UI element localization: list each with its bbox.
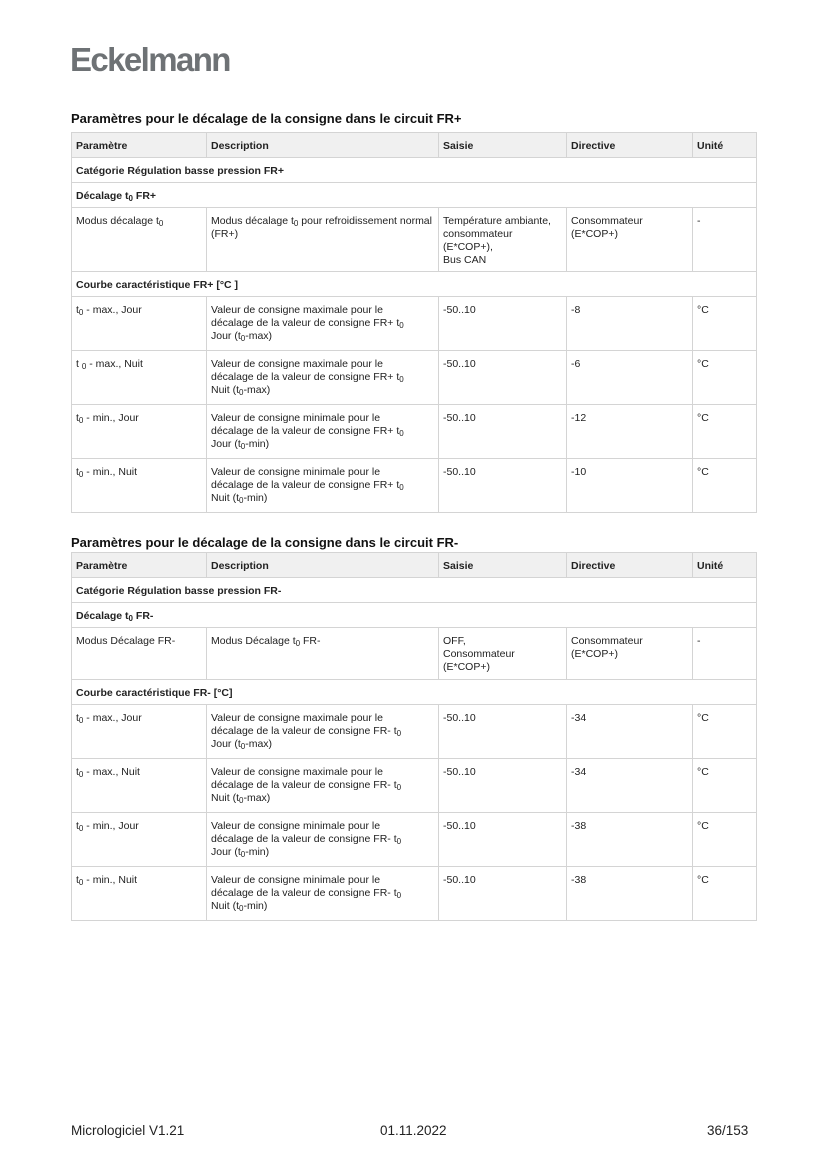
subscript: 0 xyxy=(78,308,84,317)
subscript: 0 xyxy=(399,483,404,492)
cell-directive xyxy=(567,628,693,680)
cell-saisie: -50..10 xyxy=(439,759,567,813)
table-row xyxy=(72,351,757,405)
cell-param xyxy=(72,759,207,813)
text: -max) xyxy=(245,738,273,750)
cell-unit: °C xyxy=(693,705,757,759)
subcategory-row xyxy=(72,603,757,628)
text: pour refroidissement normal (FR+) xyxy=(211,215,432,240)
line xyxy=(211,738,434,751)
text: décalage de la valeur de consigne FR- t xyxy=(211,887,397,899)
text: décalage de la valeur de consigne FR+ t xyxy=(211,317,400,329)
subscript: 0 xyxy=(396,837,402,846)
text: décalage de la valeur de consigne FR+ t xyxy=(211,371,400,383)
header-param: Paramètre xyxy=(72,553,207,578)
line xyxy=(211,438,434,451)
header-row xyxy=(72,133,757,158)
text: t xyxy=(76,412,79,424)
cell-directive: -34 xyxy=(567,759,693,813)
text: Décalage t xyxy=(76,610,129,622)
text: FR+ xyxy=(132,190,157,202)
subscript: 0 xyxy=(396,891,402,900)
subscript: 0 xyxy=(239,496,244,505)
cell-directive: -38 xyxy=(567,867,693,921)
table-row xyxy=(72,405,757,459)
text: -max) xyxy=(245,330,273,342)
subscript: 0 xyxy=(295,639,301,648)
line: Valeur de consigne minimale pour le xyxy=(211,466,381,478)
line: Valeur de consigne minimale pour le xyxy=(211,820,381,832)
text: - max., Jour xyxy=(83,712,142,724)
cell-param xyxy=(72,628,207,680)
cell-param xyxy=(72,351,207,405)
line xyxy=(211,725,434,738)
cell-description xyxy=(207,813,439,867)
subscript: 0 xyxy=(240,442,246,451)
subscript: 0 xyxy=(158,219,164,228)
category-label: Catégorie Régulation basse pression FR- xyxy=(72,578,757,603)
cell-unit: °C xyxy=(693,351,757,405)
line: Consommateur xyxy=(571,635,643,647)
header-directive: Directive xyxy=(567,133,693,158)
section-title: Paramètres pour le décalage de la consigne dans le circuit FR+ xyxy=(71,111,462,126)
text: - max., Jour xyxy=(83,304,142,316)
cell-directive: -38 xyxy=(567,813,693,867)
text: FR- xyxy=(300,635,321,647)
text: t xyxy=(76,466,79,478)
text: - min., Nuit xyxy=(83,874,138,886)
cell-directive: -8 xyxy=(567,297,693,351)
subcategory-row xyxy=(72,680,757,705)
cell-description xyxy=(207,867,439,921)
line: Valeur de consigne minimale pour le xyxy=(211,412,381,424)
text: décalage de la valeur de consigne FR- t xyxy=(211,833,397,845)
line: Consommateur xyxy=(443,648,515,660)
cell-description xyxy=(207,759,439,813)
subscript: 0 xyxy=(81,362,87,371)
subscript: 0 xyxy=(399,429,404,438)
line xyxy=(211,833,434,846)
line: Valeur de consigne maximale pour le xyxy=(211,766,383,778)
parameter-table xyxy=(71,552,757,921)
text: t xyxy=(76,766,79,778)
text: t xyxy=(76,820,79,832)
text: décalage de la valeur de consigne FR- t xyxy=(211,725,397,737)
subscript: 0 xyxy=(399,321,404,330)
header-description: Description xyxy=(207,133,439,158)
table-row xyxy=(72,297,757,351)
line xyxy=(211,384,434,397)
subcategory-label xyxy=(72,183,757,208)
text: Jour (t xyxy=(211,438,241,450)
subcategory-label: Courbe caractéristique FR+ [°C ] xyxy=(72,272,757,297)
subscript: 0 xyxy=(128,194,133,203)
table-row xyxy=(72,813,757,867)
section-title: Paramètres pour le décalage de la consigne dans le circuit FR- xyxy=(71,535,459,550)
subscript: 0 xyxy=(240,334,246,343)
category-row xyxy=(72,578,757,603)
line: consommateur xyxy=(443,228,513,240)
category-row xyxy=(72,158,757,183)
cell-saisie: -50..10 xyxy=(439,867,567,921)
cell-unit: - xyxy=(693,208,757,272)
table-row xyxy=(72,459,757,513)
text: Modus Décalage FR- xyxy=(76,635,176,647)
footer-date: 01.11.2022 xyxy=(380,1123,447,1138)
cell-saisie xyxy=(439,628,567,680)
line: Consommateur xyxy=(571,215,643,227)
cell-saisie: -50..10 xyxy=(439,297,567,351)
subscript: 0 xyxy=(396,783,402,792)
line xyxy=(211,425,434,438)
subscript: 0 xyxy=(239,904,244,913)
text: -min) xyxy=(243,900,268,912)
cell-param xyxy=(72,813,207,867)
subcategory-row xyxy=(72,183,757,208)
line xyxy=(211,492,434,505)
text: t xyxy=(76,358,82,370)
footer-version: Micrologiciel V1.21 xyxy=(71,1123,185,1138)
cell-param xyxy=(72,459,207,513)
subscript: 0 xyxy=(78,716,84,725)
line: Bus CAN xyxy=(443,254,487,266)
text: Modus décalage t xyxy=(76,215,159,227)
parameter-table xyxy=(71,132,757,513)
cell-description xyxy=(207,705,439,759)
header-directive: Directive xyxy=(567,553,693,578)
subcategory-label: Courbe caractéristique FR- [°C] xyxy=(72,680,757,705)
cell-description xyxy=(207,297,439,351)
text: -max) xyxy=(243,792,271,804)
subscript: 0 xyxy=(396,729,402,738)
line: (E*COP+) xyxy=(571,648,618,660)
cell-saisie xyxy=(439,208,567,272)
subscript: 0 xyxy=(240,850,246,859)
line: Valeur de consigne minimale pour le xyxy=(211,874,381,886)
line xyxy=(211,330,434,343)
line: OFF, xyxy=(443,635,466,647)
subscript: 0 xyxy=(240,742,246,751)
cell-unit: °C xyxy=(693,405,757,459)
line: Valeur de consigne maximale pour le xyxy=(211,304,383,316)
text: Jour (t xyxy=(211,738,241,750)
line: (E*COP+), xyxy=(443,241,493,253)
text: FR- xyxy=(132,610,154,622)
header-unit: Unité xyxy=(693,553,757,578)
cell-unit: - xyxy=(693,628,757,680)
text: Nuit (t xyxy=(211,792,240,804)
cell-saisie: -50..10 xyxy=(439,351,567,405)
line xyxy=(211,792,434,805)
line xyxy=(211,887,434,900)
cell-param xyxy=(72,297,207,351)
line: Valeur de consigne maximale pour le xyxy=(211,358,383,370)
text: -min) xyxy=(245,438,270,450)
text: Jour (t xyxy=(211,846,241,858)
text: Modus décalage t xyxy=(211,215,294,227)
text: - min., Jour xyxy=(83,820,139,832)
subscript: 0 xyxy=(239,796,244,805)
brand-logo: Eckelmann xyxy=(70,41,230,78)
cell-directive: -12 xyxy=(567,405,693,459)
text: -max) xyxy=(243,384,271,396)
text: - min., Jour xyxy=(83,412,139,424)
text: -min) xyxy=(245,846,270,858)
text: - max., Nuit xyxy=(83,766,140,778)
cell-param xyxy=(72,705,207,759)
table-row xyxy=(72,759,757,813)
subscript: 0 xyxy=(293,219,299,228)
text: - max., Nuit xyxy=(86,358,143,370)
header-saisie: Saisie xyxy=(439,553,567,578)
line xyxy=(211,479,434,492)
text: Nuit (t xyxy=(211,384,240,396)
cell-unit: °C xyxy=(693,813,757,867)
text: décalage de la valeur de consigne FR+ t xyxy=(211,479,400,491)
cell-directive xyxy=(567,208,693,272)
text: - min., Nuit xyxy=(83,466,138,478)
cell-description xyxy=(207,459,439,513)
header-param: Paramètre xyxy=(72,133,207,158)
text: Modus Décalage t xyxy=(211,635,296,647)
cell-unit: °C xyxy=(693,867,757,921)
header-unit: Unité xyxy=(693,133,757,158)
text: t xyxy=(76,304,79,316)
footer-page-number: 36/153 xyxy=(707,1123,749,1138)
subscript: 0 xyxy=(399,375,404,384)
cell-description xyxy=(207,351,439,405)
line xyxy=(211,317,434,330)
cell-param xyxy=(72,208,207,272)
subscript: 0 xyxy=(239,388,244,397)
cell-description xyxy=(207,405,439,459)
category-label: Catégorie Régulation basse pression FR+ xyxy=(72,158,757,183)
line: (E*COP+) xyxy=(443,661,490,673)
line xyxy=(211,779,434,792)
header-description: Description xyxy=(207,553,439,578)
line xyxy=(211,900,434,913)
text: t xyxy=(76,712,79,724)
cell-saisie: -50..10 xyxy=(439,405,567,459)
subscript: 0 xyxy=(78,824,84,833)
cell-directive: -34 xyxy=(567,705,693,759)
text: Nuit (t xyxy=(211,492,240,504)
line xyxy=(211,371,434,384)
table-row xyxy=(72,867,757,921)
subscript: 0 xyxy=(78,770,84,779)
text: décalage de la valeur de consigne FR- t xyxy=(211,779,397,791)
cell-saisie: -50..10 xyxy=(439,705,567,759)
line xyxy=(211,846,434,859)
cell-unit: °C xyxy=(693,297,757,351)
cell-description xyxy=(207,208,439,272)
cell-saisie: -50..10 xyxy=(439,813,567,867)
cell-saisie: -50..10 xyxy=(439,459,567,513)
header-row xyxy=(72,553,757,578)
text: t xyxy=(76,874,79,886)
subscript: 0 xyxy=(78,878,84,887)
subcategory-row xyxy=(72,272,757,297)
cell-param xyxy=(72,867,207,921)
text: décalage de la valeur de consigne FR+ t xyxy=(211,425,400,437)
cell-unit: °C xyxy=(693,459,757,513)
text: -min) xyxy=(243,492,268,504)
text: Décalage t xyxy=(76,190,129,202)
table-row xyxy=(72,705,757,759)
cell-param xyxy=(72,405,207,459)
text: Jour (t xyxy=(211,330,241,342)
line: (E*COP+) xyxy=(571,228,618,240)
table-row xyxy=(72,208,757,272)
table-row xyxy=(72,628,757,680)
header-saisie: Saisie xyxy=(439,133,567,158)
subscript: 0 xyxy=(78,416,84,425)
line: Valeur de consigne maximale pour le xyxy=(211,712,383,724)
subscript: 0 xyxy=(128,614,133,623)
text: Nuit (t xyxy=(211,900,240,912)
cell-unit: °C xyxy=(693,759,757,813)
subscript: 0 xyxy=(78,470,84,479)
cell-directive: -6 xyxy=(567,351,693,405)
cell-description xyxy=(207,628,439,680)
cell-directive: -10 xyxy=(567,459,693,513)
subcategory-label xyxy=(72,603,757,628)
line: Température ambiante, xyxy=(443,215,551,227)
